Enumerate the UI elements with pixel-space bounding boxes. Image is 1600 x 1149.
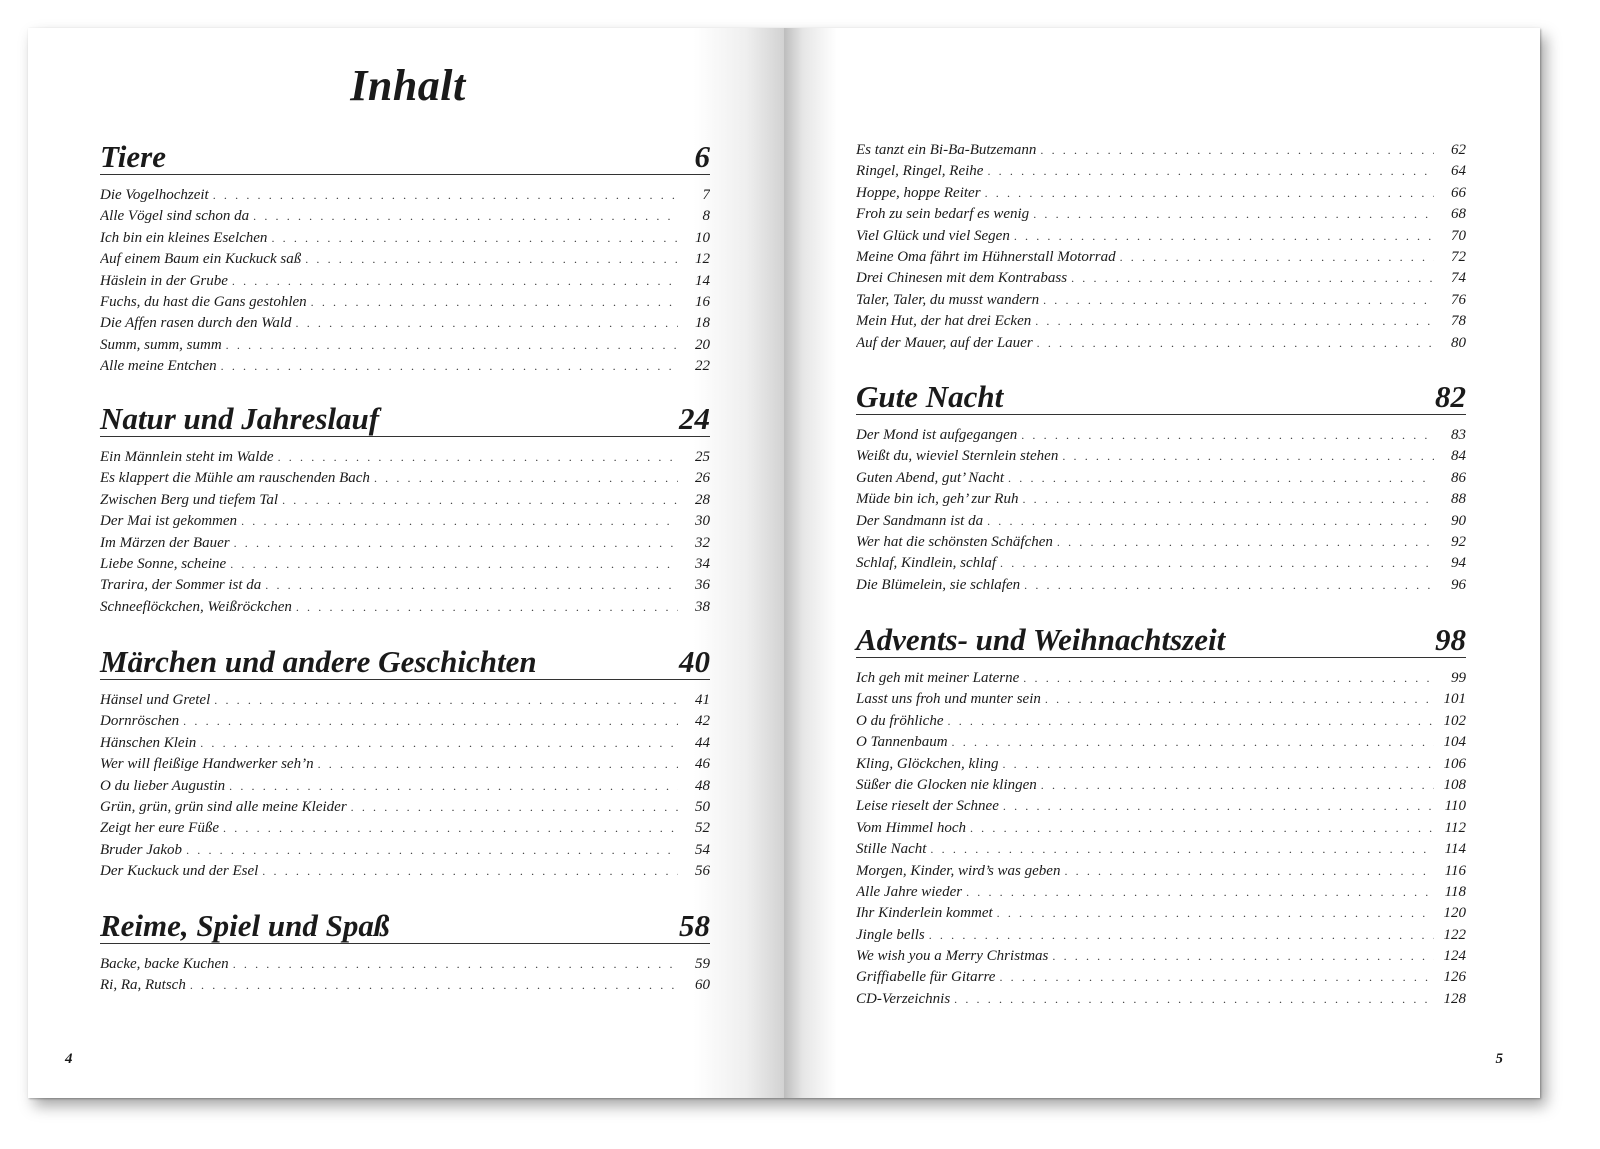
toc-entry[interactable] bbox=[856, 311, 1466, 332]
entry-title: Trarira, der Sommer ist da bbox=[100, 577, 262, 594]
entry-title: Müde bin ich, geh’ zur Ruh bbox=[856, 491, 1019, 508]
entry-page: 25 bbox=[695, 449, 710, 465]
entry-list bbox=[856, 425, 1466, 596]
dot-leader bbox=[1037, 333, 1434, 354]
entry-page: 62 bbox=[1451, 142, 1466, 158]
entry-title: Hänschen Klein bbox=[100, 734, 197, 751]
entry-title: Leise rieselt der Schnee bbox=[856, 798, 999, 815]
entry-page: 86 bbox=[1451, 469, 1466, 486]
dot-leader bbox=[296, 597, 678, 618]
toc-entry[interactable] bbox=[856, 946, 1466, 967]
entry-list bbox=[100, 954, 710, 997]
toc-entry[interactable] bbox=[100, 861, 710, 882]
dot-leader bbox=[262, 861, 678, 882]
toc-section bbox=[856, 380, 1466, 596]
dot-leader bbox=[970, 818, 1434, 839]
dot-leader bbox=[1062, 446, 1434, 467]
toc-entry[interactable] bbox=[100, 228, 710, 249]
entry-page: 122 bbox=[1443, 926, 1466, 943]
toc-entry[interactable] bbox=[856, 226, 1466, 247]
dot-leader bbox=[948, 711, 1435, 732]
dot-leader bbox=[1022, 489, 1434, 510]
dot-leader bbox=[226, 335, 678, 356]
entry-page: 106 bbox=[1443, 755, 1466, 772]
toc-entry[interactable] bbox=[100, 206, 710, 227]
toc-entry[interactable] bbox=[100, 447, 710, 468]
entry-page: 28 bbox=[695, 491, 710, 508]
dot-leader bbox=[1003, 796, 1434, 817]
toc-entry[interactable] bbox=[856, 796, 1466, 817]
entry-page: 10 bbox=[695, 229, 710, 246]
entry-title: Auf einem Baum ein Kuckuck saß bbox=[100, 251, 302, 268]
entry-page: 72 bbox=[1451, 248, 1466, 265]
section-heading bbox=[100, 645, 710, 680]
section-page: 82 bbox=[1435, 379, 1466, 414]
toc-entry[interactable] bbox=[856, 425, 1466, 446]
entry-page: 78 bbox=[1451, 313, 1466, 330]
entry-page: 48 bbox=[695, 777, 710, 794]
dot-leader bbox=[1041, 775, 1434, 796]
toc-entry[interactable] bbox=[100, 818, 710, 839]
section-title: Natur und Jahreslauf bbox=[100, 401, 380, 436]
entry-title: Im Märzen der Bauer bbox=[100, 534, 230, 551]
dot-leader bbox=[1064, 861, 1434, 882]
toc-entry[interactable] bbox=[856, 732, 1466, 753]
toc-entry[interactable] bbox=[856, 333, 1466, 354]
entry-list bbox=[100, 690, 710, 883]
toc-entry[interactable] bbox=[856, 247, 1466, 268]
entry-page: 94 bbox=[1451, 555, 1466, 572]
entry-title: Schneeflöckchen, Weißröckchen bbox=[100, 598, 292, 615]
toc-entry[interactable] bbox=[100, 954, 710, 975]
entry-title: Summ, summ, summ bbox=[100, 336, 222, 353]
section-heading bbox=[100, 909, 710, 944]
entry-title: Zwischen Berg und tiefem Tal bbox=[100, 491, 279, 508]
entry-title: Der Mai ist gekommen bbox=[100, 513, 238, 530]
entry-title: Froh zu sein bedarf es wenig bbox=[856, 206, 1030, 223]
dot-leader bbox=[190, 975, 678, 996]
dot-leader bbox=[1057, 532, 1434, 553]
toc-entry[interactable] bbox=[856, 468, 1466, 489]
entry-page: 70 bbox=[1451, 227, 1466, 244]
dot-leader bbox=[1024, 575, 1434, 596]
entry-title: Dornröschen bbox=[100, 713, 180, 730]
toc-entry[interactable] bbox=[856, 689, 1466, 710]
entry-title: O Tannenbaum bbox=[856, 734, 948, 751]
entry-page: 32 bbox=[695, 534, 710, 551]
entry-title: Weißt du, wieviel Sternlein stehen bbox=[856, 448, 1059, 465]
dot-leader bbox=[1052, 946, 1434, 967]
toc-entry[interactable] bbox=[100, 511, 710, 532]
entry-page: 42 bbox=[695, 713, 710, 730]
dot-leader bbox=[214, 690, 678, 711]
toc-entry[interactable] bbox=[856, 268, 1466, 289]
entry-title: Die Blümelein, sie schlafen bbox=[856, 576, 1021, 593]
toc-continued bbox=[856, 140, 1466, 354]
entry-title: Vom Himmel hoch bbox=[856, 819, 966, 836]
dot-leader bbox=[234, 533, 678, 554]
section-heading bbox=[100, 140, 710, 175]
dot-leader bbox=[253, 206, 678, 227]
entry-page: 22 bbox=[695, 358, 710, 375]
entry-title: Ihr Kinderlein kommet bbox=[856, 905, 993, 922]
toc-entry[interactable] bbox=[100, 733, 710, 754]
dot-leader bbox=[200, 733, 678, 754]
entry-title: Der Kuckuck und der Esel bbox=[100, 863, 259, 880]
toc-entry[interactable] bbox=[100, 292, 710, 313]
dot-leader bbox=[265, 575, 678, 596]
toc-entry[interactable] bbox=[100, 690, 710, 711]
section-title: Reime, Spiel und Spaß bbox=[100, 908, 390, 943]
entry-title: O du lieber Augustin bbox=[100, 777, 226, 794]
toc-entry[interactable] bbox=[856, 161, 1466, 182]
toc-entry[interactable] bbox=[100, 776, 710, 797]
dot-leader bbox=[952, 732, 1434, 753]
entry-page: 7 bbox=[702, 187, 710, 203]
dot-leader bbox=[1008, 468, 1434, 489]
dot-leader bbox=[229, 776, 678, 797]
dot-leader bbox=[1014, 226, 1434, 247]
toc-entry[interactable] bbox=[856, 711, 1466, 732]
entry-page: 12 bbox=[695, 251, 710, 268]
entry-page: 104 bbox=[1443, 734, 1466, 751]
entry-title: Süßer die Glocken nie klingen bbox=[856, 776, 1037, 793]
entry-title: Ri, Ra, Rutsch bbox=[100, 977, 186, 994]
right-page bbox=[784, 28, 1540, 1098]
dot-leader bbox=[1033, 204, 1434, 225]
entry-page: 36 bbox=[695, 577, 710, 594]
entry-page: 64 bbox=[1451, 163, 1466, 180]
entry-title: Guten Abend, gut’ Nacht bbox=[856, 469, 1005, 486]
entry-list bbox=[100, 185, 710, 378]
entry-title: Schlaf, Kindlein, schlaf bbox=[856, 555, 996, 572]
entry-title: Backe, backe Kuchen bbox=[100, 956, 229, 972]
entry-page: 92 bbox=[1451, 533, 1466, 550]
left-page bbox=[28, 28, 784, 1098]
entry-page: 114 bbox=[1444, 841, 1466, 858]
toc-entry[interactable] bbox=[856, 754, 1466, 775]
toc-entry[interactable] bbox=[100, 249, 710, 270]
dot-leader bbox=[987, 161, 1434, 182]
entry-title: Hänsel und Gretel bbox=[100, 692, 211, 708]
entry-title: Kling, Glöckchen, kling bbox=[856, 755, 999, 772]
entry-page: 59 bbox=[695, 956, 710, 972]
section-page: 40 bbox=[679, 644, 710, 679]
entry-title: Alle meine Entchen bbox=[100, 358, 217, 375]
entry-page: 46 bbox=[695, 756, 710, 773]
entry-page: 96 bbox=[1451, 576, 1466, 593]
section-title: Advents- und Weihnachtszeit bbox=[856, 622, 1226, 657]
entry-title: Mein Hut, der hat drei Ecken bbox=[856, 313, 1032, 330]
entry-title: Lasst uns froh und munter sein bbox=[856, 691, 1041, 708]
entry-title: Taler, Taler, du musst wandern bbox=[856, 291, 1040, 308]
entry-page: 44 bbox=[695, 734, 710, 751]
entry-page: 118 bbox=[1444, 883, 1466, 900]
dot-leader bbox=[929, 925, 1434, 946]
entry-title: We wish you a Merry Christmas bbox=[856, 948, 1049, 965]
entry-page: 120 bbox=[1443, 905, 1466, 922]
dot-leader bbox=[1120, 247, 1434, 268]
dot-leader bbox=[997, 903, 1434, 924]
entry-page: 124 bbox=[1443, 948, 1466, 965]
entry-title: Wer will fleißige Handwerker seh’n bbox=[100, 756, 314, 773]
entry-page: 83 bbox=[1451, 427, 1466, 443]
toc-entry[interactable] bbox=[100, 754, 710, 775]
entry-page: 68 bbox=[1451, 206, 1466, 223]
entry-title: Hoppe, hoppe Reiter bbox=[856, 184, 981, 201]
dot-leader bbox=[351, 797, 678, 818]
dot-leader bbox=[1002, 754, 1434, 775]
dot-leader bbox=[1043, 290, 1434, 311]
toc-entry[interactable] bbox=[100, 840, 710, 861]
dot-leader bbox=[278, 447, 678, 468]
entry-title: Wer hat die schönsten Schäfchen bbox=[856, 533, 1053, 550]
entry-title: Alle Jahre wieder bbox=[856, 883, 963, 900]
section-page: 58 bbox=[679, 908, 710, 943]
dot-leader bbox=[221, 356, 678, 377]
toc-section bbox=[100, 645, 710, 883]
section-title: Tiere bbox=[100, 139, 166, 174]
entry-page: 80 bbox=[1451, 334, 1466, 351]
dot-leader bbox=[1035, 311, 1434, 332]
entry-page: 56 bbox=[695, 863, 710, 880]
toc-entry[interactable] bbox=[100, 468, 710, 489]
toc-entry[interactable] bbox=[100, 533, 710, 554]
entry-page: 110 bbox=[1444, 798, 1466, 815]
toc-entry[interactable] bbox=[100, 490, 710, 511]
entry-page: 126 bbox=[1443, 969, 1466, 986]
dot-leader bbox=[1000, 553, 1434, 574]
entry-title: CD-Verzeichnis bbox=[856, 990, 951, 1007]
toc-entry[interactable] bbox=[856, 861, 1466, 882]
entry-page: 52 bbox=[695, 820, 710, 837]
toc-entry[interactable] bbox=[856, 575, 1466, 596]
toc-entry[interactable] bbox=[856, 967, 1466, 988]
section-page: 98 bbox=[1435, 622, 1466, 657]
entry-page: 116 bbox=[1444, 862, 1466, 879]
dot-leader bbox=[930, 839, 1434, 860]
entry-title: Jingle bells bbox=[856, 926, 925, 943]
entry-title: Es klappert die Mühle am rauschenden Bach bbox=[100, 470, 370, 487]
toc-entry[interactable] bbox=[856, 925, 1466, 946]
dot-leader bbox=[183, 711, 678, 732]
section-page: 6 bbox=[694, 139, 710, 174]
toc-entry[interactable] bbox=[856, 668, 1466, 689]
entry-title: Die Affen rasen durch den Wald bbox=[100, 315, 292, 332]
entry-page: 18 bbox=[695, 315, 710, 332]
entry-title: Bruder Jakob bbox=[100, 841, 183, 858]
dot-leader bbox=[966, 882, 1434, 903]
section-heading bbox=[856, 623, 1466, 658]
dot-leader bbox=[271, 228, 678, 249]
dot-leader bbox=[296, 313, 678, 334]
toc-entry[interactable] bbox=[856, 553, 1466, 574]
section-heading bbox=[100, 402, 710, 437]
toc-entry[interactable] bbox=[100, 554, 710, 575]
entry-title: Auf der Mauer, auf der Lauer bbox=[856, 334, 1033, 351]
toc-entry[interactable] bbox=[100, 185, 710, 206]
toc-entry[interactable] bbox=[856, 290, 1466, 311]
entry-list bbox=[100, 447, 710, 618]
dot-leader bbox=[186, 840, 678, 861]
dot-leader bbox=[954, 989, 1434, 1010]
entry-title: Drei Chinesen mit dem Kontrabass bbox=[856, 270, 1068, 287]
entry-title: Ein Männlein steht im Walde bbox=[100, 449, 274, 465]
entry-list bbox=[856, 140, 1466, 354]
section-page: 24 bbox=[679, 401, 710, 436]
entry-title: Der Sandmann ist da bbox=[856, 512, 984, 529]
entry-title: Meine Oma fährt im Hühnerstall Motorrad bbox=[856, 248, 1116, 265]
toc-entry[interactable] bbox=[856, 183, 1466, 204]
entry-title: Griffiabelle für Gitarre bbox=[856, 969, 996, 986]
entry-list bbox=[856, 668, 1466, 1010]
entry-title: Fuchs, du hast die Gans gestohlen bbox=[100, 293, 307, 310]
dot-leader bbox=[374, 468, 678, 489]
entry-page: 41 bbox=[695, 692, 710, 708]
dot-leader bbox=[305, 249, 678, 270]
entry-page: 30 bbox=[695, 513, 710, 530]
entry-page: 16 bbox=[695, 293, 710, 310]
toc-entry[interactable] bbox=[856, 511, 1466, 532]
toc-entry[interactable] bbox=[856, 204, 1466, 225]
section-title: Märchen und andere Geschichten bbox=[100, 644, 537, 679]
entry-page: 60 bbox=[695, 977, 710, 994]
toc-entry[interactable] bbox=[856, 882, 1466, 903]
entry-page: 88 bbox=[1451, 491, 1466, 508]
entry-title: Der Mond ist aufgegangen bbox=[856, 427, 1018, 443]
entry-page: 112 bbox=[1444, 819, 1466, 836]
entry-page: 8 bbox=[702, 208, 710, 225]
entry-title: Grün, grün, grün sind alle meine Kleider bbox=[100, 798, 347, 815]
dot-leader bbox=[282, 490, 678, 511]
entry-page: 108 bbox=[1443, 776, 1466, 793]
toc-entry[interactable] bbox=[100, 711, 710, 732]
dot-leader bbox=[1021, 425, 1434, 446]
dot-leader bbox=[230, 554, 678, 575]
entry-title: Viel Glück und viel Segen bbox=[856, 227, 1010, 244]
dot-leader bbox=[985, 183, 1434, 204]
entry-title: Die Vogelhochzeit bbox=[100, 187, 209, 203]
dot-leader bbox=[223, 818, 678, 839]
dot-leader bbox=[1040, 140, 1434, 161]
entry-title: Zeigt her eure Füße bbox=[100, 820, 219, 837]
entry-page: 76 bbox=[1451, 291, 1466, 308]
entry-page: 38 bbox=[695, 598, 710, 615]
entry-page: 50 bbox=[695, 798, 710, 815]
dot-leader bbox=[233, 954, 678, 975]
entry-title: O du fröhliche bbox=[856, 712, 944, 729]
entry-page: 128 bbox=[1443, 990, 1466, 1007]
dot-leader bbox=[318, 754, 678, 775]
entry-title: Häslein in der Grube bbox=[100, 272, 228, 289]
toc-entry[interactable] bbox=[856, 775, 1466, 796]
entry-title: Ringel, Ringel, Reihe bbox=[856, 163, 984, 180]
book-spread bbox=[28, 28, 1540, 1098]
entry-page: 14 bbox=[695, 272, 710, 289]
entry-page: 90 bbox=[1451, 512, 1466, 529]
toc-entry[interactable] bbox=[100, 975, 710, 996]
entry-page: 84 bbox=[1451, 448, 1466, 465]
toc-entry[interactable] bbox=[856, 839, 1466, 860]
dot-leader bbox=[311, 292, 678, 313]
dot-leader bbox=[1045, 689, 1434, 710]
toc-entry[interactable] bbox=[100, 335, 710, 356]
dot-leader bbox=[987, 511, 1434, 532]
entry-title: Alle Vögel sind schon da bbox=[100, 208, 250, 225]
toc-entry[interactable] bbox=[856, 489, 1466, 510]
toc-entry[interactable] bbox=[100, 356, 710, 377]
toc-entry[interactable] bbox=[856, 446, 1466, 467]
entry-title: Morgen, Kinder, wird’s was geben bbox=[856, 862, 1061, 879]
entry-page: 101 bbox=[1443, 691, 1466, 708]
entry-title: Stille Nacht bbox=[856, 841, 927, 858]
entry-title: Es tanzt ein Bi-Ba-Butzemann bbox=[856, 142, 1037, 158]
dot-leader bbox=[241, 511, 678, 532]
section-heading bbox=[856, 380, 1466, 415]
toc-entry[interactable] bbox=[100, 597, 710, 618]
toc-entry[interactable] bbox=[856, 989, 1466, 1010]
dot-leader bbox=[999, 967, 1434, 988]
toc-entry[interactable] bbox=[100, 313, 710, 334]
entry-page: 34 bbox=[695, 555, 710, 572]
dot-leader bbox=[1071, 268, 1434, 289]
dot-leader bbox=[1023, 668, 1434, 689]
toc-entry[interactable] bbox=[856, 818, 1466, 839]
toc-entry[interactable] bbox=[100, 575, 710, 596]
entry-page: 66 bbox=[1451, 184, 1466, 201]
toc-entry[interactable] bbox=[856, 140, 1466, 161]
toc-section bbox=[856, 623, 1466, 1010]
section-title: Gute Nacht bbox=[856, 379, 1004, 414]
entry-title: Ich geh mit meiner Laterne bbox=[856, 670, 1020, 686]
toc-entry[interactable] bbox=[856, 532, 1466, 553]
entry-page: 102 bbox=[1443, 712, 1466, 729]
page-number: 4 bbox=[65, 1051, 73, 1067]
entry-page: 74 bbox=[1451, 270, 1466, 287]
toc-entry[interactable] bbox=[100, 797, 710, 818]
entry-page: 54 bbox=[695, 841, 710, 858]
entry-title: Ich bin ein kleines Eselchen bbox=[100, 229, 268, 246]
page-number: 5 bbox=[1495, 1051, 1503, 1067]
toc-section bbox=[100, 909, 710, 997]
entry-title: Liebe Sonne, scheine bbox=[100, 555, 227, 572]
entry-page: 26 bbox=[695, 470, 710, 487]
dot-leader bbox=[232, 271, 678, 292]
entry-page: 20 bbox=[695, 336, 710, 353]
page-title: Inhalt bbox=[350, 61, 466, 110]
toc-section bbox=[100, 140, 710, 378]
entry-page: 99 bbox=[1451, 670, 1466, 686]
toc-entry[interactable] bbox=[100, 271, 710, 292]
toc-entry[interactable] bbox=[856, 903, 1466, 924]
toc-section bbox=[100, 402, 710, 618]
dot-leader bbox=[213, 185, 678, 206]
